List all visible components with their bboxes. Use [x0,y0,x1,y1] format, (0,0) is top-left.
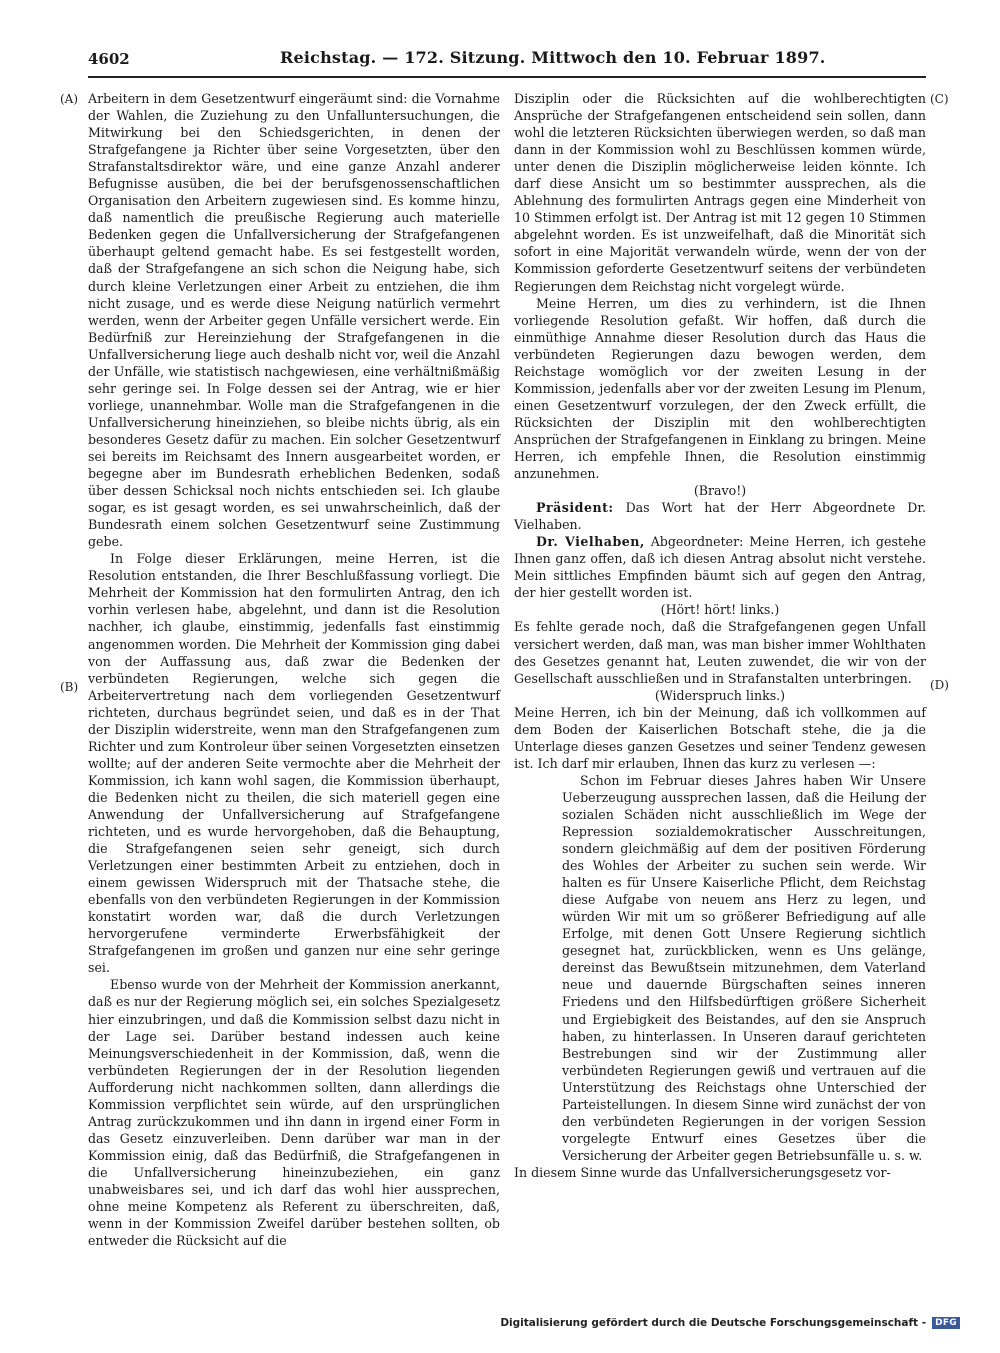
margin-label-b: (B) [60,680,79,694]
margin-label-c: (C) [930,92,949,106]
page-number: 4602 [88,50,130,68]
margin-label-a: (A) [60,92,79,106]
interjection-widerspruch: (Widerspruch links.) [654,687,786,703]
right-paragraph-2: Meine Herren, um dies zu verhindern, ist die Ihnen vorliegende Resolution gefaßt. Wir hoffen, daß durch die einmüthige Annahme dieser Resolution durch das Haus die verbündeten Regierungen dazu bewogen werden, dem Reichstage womöglich vor der zweiten Lesung in der Kommission, jedenfalls aber vor der zweiten Lesung im Plenum, einen Gesetzentwurf vorzulegen, der den Zweck erfüllt, die Rücksichten der Disziplin mit den wohlberechtigten Ansprüchen der Strafgefangenen in Einklang zu bringen. Meine Herren, ich empfehle Ihnen, die Resolution einstimmig anzunehmen. [514,295,926,482]
interjection-hoert: (Hört! hört! links.) [660,602,780,618]
right-paragraph-4: Meine Herren, ich bin der Meinung, daß ich vollkommen auf dem Boden der Kaiserlichen Botschaft stehe, die ja die Unterlage dieses ganzen Gesetzes und seiner Tendenz gewesen ist. Ich darf mir erlauben, Ihnen das kurz zu verlesen —: [514,704,926,771]
dfg-logo: DFG [932,1317,960,1329]
president-remark [514,499,926,533]
right-paragraph-5: In diesem Sinne wurde das Unfallversicherungsgesetz vor- [514,1164,891,1180]
imperial-message-quote: Schon im Februar dieses Jahres haben Wir Unsere Ueberzeugung aussprechen lassen, daß die Heilung der sozialen Schäden nicht ausschließlich im Wege der Repression sozialdemokratischer Ausschreitungen, sondern gleichmäßig auf dem der positiven Förderung des Wohles der Arbeiter zu suchen sein werde. Wir halten es für Unsere Kaiserliche Pflicht, dem Reichstag diese Aufgabe von neuem ans Herz zu legen, und würden Wir mit um so größerer Befriedigung auf alle Erfolge, mit denen Gott Unsere Regierung sichtlich gesegnet hat, zurückblicken, wenn es Uns gelänge, dereinst das Bewußtsein mitzunehmen, dem Vaterland neue und dauernde Bürgschaften seines inneren Friedens und den Hilfsbedürftigen größere Sicherheit und Ergiebigkeit des Beistandes, auf den sie Anspruch haben, zu hinterlassen. In Unseren darauf gerichteten Bestrebungen sind wir der Zustimmung aller verbündeten Regierungen gewiß und vertrauen auf die Unterstützung des Reichstags ohne Unterschied der Parteistellungen. In diesem Sinne wird zunächst der von den verbündeten Regierungen in der vorigen Session vorgelegte Entwurf eines Gesetzes über die Versicherung der Arbeiter gegen Betriebsunfälle u. s. w. [562,772,926,1163]
vielhaben-text: Abgeordneter: Meine Herren, ich gestehe Ihnen ganz offen, daß ich diesen Antrag absolut nicht verstehe. Mein sittliches Empfinden bäumt sich auf gegen den Antrag, der hier gestellt worden ist. [514,534,926,601]
speaker-vielhaben: Dr. Vielhaben, [536,534,645,550]
margin-label-d: (D) [930,678,949,692]
vielhaben-speech [514,533,926,601]
interjection-bravo: (Bravo!) [693,483,747,499]
right-paragraph-1: Disziplin oder die Rücksichten auf die wohlberechtigten Ansprüche der Strafgefangenen entscheidend sein sollen, dann wohl die letzteren Rücksichten überwiegen werden, so daß man dann in der Kommission wohl zu Beschlüssen kommen würde, unter denen die Disziplin möglicherweise leiden könnte. Ich darf diese Ansicht um so bestimmter aussprechen, als die Ablehnung des formulirten Antrags gegen eine Minderheit von 10 Stimmen erfolgt ist. Der Antrag ist mit 12 gegen 10 Stimmen abgelehnt worden. Es ist unzweifelhaft, daß die Minorität sich sofort in eine Majorität verwandeln würde, wenn der von der Kommission geforderte Gesetzentwurf seitens der verbündeten Regierungen dem Reichstag nicht vorgelegt würde. [514,91,927,294]
speaker-president: Präsident: [536,500,614,516]
page-header [88,48,926,74]
president-text: Das Wort hat der Herr Abgeordnete Dr. Vielhaben. [514,500,926,533]
left-paragraph-2: In Folge dieser Erklärungen, meine Herren, ist die Resolution entstanden, die Ihrer Beschlußfassung vorliegt. Die Mehrheit der Kommission hat den formulirten Antrag, den ich vorhin verlesen habe, abgelehnt, und dann ist die Resolution nachher, ich glaube, einstimmig, jedenfalls fast einstimmig angenommen worden. Die Mehrheit der Kommission ging dabei von der Auffassung aus, daß zwar die Bedenken der verbündeten Regierungen, welche sich gegen die Arbeitervertretung nach dem vorliegenden Gesetzentwurf richteten, durchaus begründet seien, und daß es in der That der Disziplin widerstreite, wenn man den Strafgefangenen zum Richter und zum Kontroleur über seinen Vorgesetzten einsetzen wollte; auf der anderen Seite vermochte aber die Mehrheit der Kommission, ich kann wohl sagen, die Kommission überhaupt, die Bedenken nicht zu theilen, die sich materiell gegen eine Anwendung der Unfallversicherung auf Strafgefangene richteten, und es wurde hervorgehoben, daß die Behauptung, die Strafgefangenen seien sehr geneigt, sich durch Verletzungen einer bestimmten Arbeit zu entziehen, doch in einem gewissen Widerspruch mit der Thatsache stehe, die ebenfalls von den verbündeten Regierungen in der Kommission konstatirt worden war, daß die durch Verletzungen hervorgerufene verminderte Erwerbsfähigkeit der Strafgefangenen im großen und ganzen nur eine sehr geringe sei. [88,551,500,976]
right-column [514,90,926,1181]
footer [500,1317,960,1329]
left-paragraph-3: Ebenso wurde von der Mehrheit der Kommission anerkannt, daß es nur der Regierung möglich sei, ein solches Spezialgesetz hier einzubringen, und daß die Kommission selbst dazu nicht in der Lage sei. Darüber bestand indessen auch keine Meinungsverschiedenheit in der Kommission, daß, wenn die verbündeten Regierungen der in der Resolution liegenden Aufforderung nicht nachkommen sollten, dann allerdings die Kommission verpflichtet sein würde, auf den ursprünglichen Antrag zurückzukommen und ihn dann in irgend einer Form in das Gesetz einzuverleiben. Denn darüber war man in der Kommission einig, daß das Bedürfniß, die Strafgefangenen in die Unfallversicherung hineinzubeziehen, ein ganz unabweisbares sei, und ich darf das wohl hier aussprechen, ohne meine Kompetenz als Referent zu überschreiten, daß, wenn in der Kommission Zweifel darüber bestehen sollten, ob entweder die Rücksicht auf die [88,977,500,1249]
left-paragraph-1: Arbeitern in dem Gesetzentwurf eingeräumt sind: die Vornahme der Wahlen, die Zuziehung zu den Unfalluntersuchungen, die Mitwirkung bei den Schiedsgerichten, in denen der Strafgefangene ja Richter über seine Vorgesetzten, über den Strafanstaltsdirektor wäre, und eine ganze Anzahl anderer Befugnisse ausüben, die bei der berufsgenossenschaftlichen Organisation den Arbeitern zugewiesen sind. Es komme hinzu, daß namentlich die preußische Regierung auch materielle Bedenken gegen die Unfallversicherung der Strafgefangenen überhaupt geltend gemacht habe. Es sei festgestellt worden, daß der Strafgefangene an sich schon die Neigung habe, sich durch kleine Verletzungen einer Arbeit zu entziehen, die ihm nicht zusage, und es werde diese Neigung natürlich vermehrt werden, wenn der Arbeiter gegen Unfälle versichert werde. Ein Bedürfniß zur Hereinziehung der Strafgefangenen in die Unfallversicherung liege auch deshalb nicht vor, weil die Anzahl der Unfälle, wie statistisch nachgewiesen, eine verhältnißmäßig sehr geringe sei. In Folge dessen sei der Antrag, wie er hier vorliege, unannehmbar. Wolle man die Strafgefangenen in die Unfallversicherung hineinziehen, so bleibe nichts übrig, als ein besonderes Gesetz dafür zu machen. Ein solcher Gesetzentwurf sei bereits im Reichsamt des Innern ausgearbeitet worden, er begegne aber im Bundesrath erheblichen Bedenken, sodaß über dessen Schicksal noch nichts entschieden sei. Ich glaube sogar, es ist gesagt worden, es sei unwahrscheinlich, daß der Bundesrath einem solchen Gesetzentwurf seine Zustimmung gebe. [88,91,500,550]
right-paragraph-3: Es fehlte gerade noch, daß die Strafgefangenen gegen Unfall versichert werden, daß man, was man bisher immer Wohlthaten des Gesetzes genannt hat, Leuten zuwendet, die wir von der Gesellschaft ausschließen und in Strafanstalten unterbringen. [514,619,926,686]
footer-credit: Digitalisierung gefördert durch die Deutsche Forschungsgemeinschaft - [500,1317,927,1329]
running-title: Reichstag. — 172. Sitzung. Mittwoch den 10. Februar 1897. [280,48,826,67]
left-column [88,90,500,1249]
header-rule [88,76,926,78]
